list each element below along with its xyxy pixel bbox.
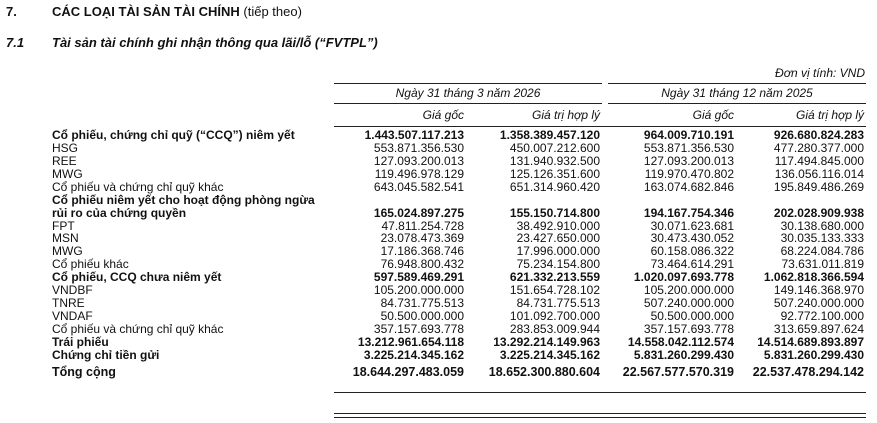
cell-fair-value-1: 151.654.728.102	[509, 283, 600, 298]
column-header-fair-value-1: Giá trị hợp lý	[532, 108, 600, 122]
cell-cost-1: 17.186.368.746	[380, 244, 464, 259]
row-label: MWG	[52, 244, 83, 259]
table-row	[52, 323, 864, 336]
cell-fair-value-2: 30.035.133.333	[780, 231, 864, 246]
unit-label: Đơn vị tính: VND	[775, 66, 865, 80]
row-label-line-2: rủi ro của chứng quyền	[52, 205, 187, 220]
row-label: Cổ phiếu, chứng chỉ quỹ (“CCQ”) niêm yết	[52, 128, 295, 142]
cell-fair-value-2: 926.680.824.283	[773, 128, 864, 142]
cell-cost-1: 3.225.214.345.162	[363, 347, 464, 362]
section-title-suffix: (tiếp theo)	[243, 4, 302, 19]
cell-fair-value-1: 621.332.213.559	[509, 270, 600, 285]
total-cost-2: 22.567.577.570.319	[622, 364, 734, 379]
row-label: Cổ phiếu và chứng chỉ quỹ khác	[52, 321, 224, 336]
cell-cost-2: 30.473.430.052	[650, 231, 734, 246]
table-row	[52, 181, 864, 194]
cell-fair-value-2: 5.831.260.299.430	[763, 347, 864, 362]
cell-cost-1: 76.948.800.432	[380, 257, 464, 272]
cell-fair-value-1: 125.126.351.600	[509, 166, 600, 181]
period-bottom-rule-2	[608, 103, 866, 104]
cell-cost-2: 119.970.470.802	[644, 166, 734, 181]
cell-fair-value-1: 101.092.700.000	[509, 308, 600, 323]
table-row	[52, 310, 864, 323]
row-label: Cổ phiếu và chứng chỉ quỹ khác	[52, 179, 224, 194]
total-fair-value-1: 18.652.300.880.604	[488, 364, 600, 379]
table-row	[52, 155, 864, 168]
total-top-rule	[334, 392, 866, 393]
cell-fair-value-1: 651.314.960.420	[509, 179, 600, 194]
cell-cost-1: 50.500.000.000	[380, 308, 464, 323]
column-header-fair-value-2: Giá trị hợp lý	[796, 108, 864, 122]
cell-fair-value-2: 136.056.116.014	[774, 166, 864, 181]
cell-cost-1: 13.212.961.654.118	[357, 334, 464, 349]
cell-fair-value-1: 23.427.650.000	[516, 231, 600, 246]
cell-cost-2: 163.074.682.846	[643, 179, 734, 194]
cell-cost-1: 105.200.000.000	[373, 283, 464, 298]
row-label: MSN	[52, 231, 79, 246]
table-row	[52, 142, 864, 155]
cell-cost-1: 553.871.356.530	[373, 140, 464, 155]
period-bottom-rule-1	[334, 103, 602, 104]
row-label: REE	[52, 153, 77, 168]
cell-fair-value-1: 38.492.910.000	[516, 218, 600, 233]
row-label: Cổ phiếu, CCQ chưa niêm yết	[52, 270, 222, 285]
cell-fair-value-2: 477.280.377.000	[773, 140, 864, 155]
cell-cost-2: 14.558.042.112.574	[627, 334, 734, 349]
period-header-2: Ngày 31 tháng 12 năm 2025	[661, 86, 813, 100]
cell-fair-value-1: 13.292.214.149.963	[493, 334, 600, 349]
section-title-text: CÁC LOẠI TÀI SẢN TÀI CHÍNH	[52, 4, 240, 19]
cell-cost-2: 507.240.000.000	[643, 295, 734, 310]
subsection-number: 7.1	[6, 35, 25, 50]
cell-cost-2: 73.464.614.291	[650, 257, 734, 272]
cell-fair-value-1: 450.007.212.600	[509, 140, 600, 155]
column-header-rule	[334, 126, 866, 127]
row-label	[52, 194, 334, 220]
cell-cost-1: 165.024.897.275	[373, 205, 464, 220]
period-top-rule-2	[608, 83, 866, 84]
period-header-1: Ngày 31 tháng 3 năm 2026	[395, 86, 541, 100]
total-cost-1: 18.644.297.483.059	[352, 364, 464, 379]
cell-cost-2: 553.871.356.530	[643, 140, 734, 155]
cell-fair-value-2: 73.631.011.819	[781, 257, 864, 272]
row-label: Trái phiếu	[52, 334, 109, 349]
row-label-line-1: Cổ phiếu niêm yết cho hoạt động phòng ngừa	[52, 192, 315, 207]
subsection-title: Tài sản tài chính ghi nhận thông qua lãi/lỗ (“FVTPL”)	[52, 35, 378, 50]
cell-cost-2: 357.157.693.778	[643, 321, 734, 336]
section-number: 7.	[6, 4, 17, 19]
cell-cost-1: 119.496.978.129	[374, 166, 464, 181]
cell-fair-value-1: 283.853.009.944	[509, 321, 600, 336]
cell-fair-value-1: 155.150.714.800	[509, 205, 600, 220]
table-row	[52, 336, 864, 349]
cell-cost-1: 643.045.582.541	[373, 179, 464, 194]
table-row	[52, 297, 864, 310]
cell-fair-value-1: 131.940.932.500	[509, 153, 600, 168]
row-label: VNDAF	[52, 308, 93, 323]
cell-cost-1: 357.157.693.778	[373, 321, 464, 336]
table-row	[52, 168, 864, 181]
cell-cost-2: 105.200.000.000	[643, 283, 734, 298]
section-title	[52, 4, 302, 19]
cell-cost-2: 60.158.086.322	[650, 244, 734, 259]
cell-cost-2: 5.831.260.299.430	[633, 347, 734, 362]
cell-fair-value-2: 117.494.845.000	[774, 153, 864, 168]
total-double-rule	[334, 413, 866, 418]
column-header-cost-1: Giá gốc	[422, 108, 464, 122]
cell-fair-value-1: 3.225.214.345.162	[499, 347, 600, 362]
cell-fair-value-2: 1.062.818.366.594	[763, 270, 864, 285]
row-label: HSG	[52, 140, 79, 155]
row-label: VNDBF	[52, 283, 93, 298]
cell-fair-value-2: 30.138.680.000	[780, 218, 864, 233]
cell-fair-value-2: 195.849.486.269	[773, 179, 864, 194]
cell-fair-value-2: 92.772.100.000	[780, 308, 864, 323]
cell-fair-value-2: 149.146.368.970	[773, 283, 864, 298]
cell-fair-value-1: 84.731.775.513	[516, 295, 600, 310]
row-label: TNRE	[52, 295, 85, 310]
cell-fair-value-2: 313.659.897.624	[773, 321, 864, 336]
cell-cost-1: 597.589.469.291	[373, 270, 464, 285]
cell-cost-2: 964.009.710.191	[643, 128, 734, 142]
cell-cost-2: 1.020.097.693.778	[633, 270, 734, 285]
cell-fair-value-2: 68.224.084.786	[780, 244, 864, 259]
table-row	[52, 194, 864, 220]
cell-cost-1: 47.811.254.728	[381, 218, 464, 233]
cell-cost-1: 84.731.775.513	[380, 295, 464, 310]
total-label: Tổng cộng	[52, 364, 116, 379]
cell-fair-value-2: 14.514.689.893.897	[757, 334, 864, 349]
cell-cost-1: 1.443.507.117.213	[364, 128, 464, 142]
total-fair-value-2: 22.537.478.294.142	[752, 364, 864, 379]
row-label: MWG	[52, 166, 83, 181]
table-row	[52, 129, 864, 142]
cell-cost-2: 127.093.200.013	[643, 153, 734, 168]
total-row	[52, 362, 864, 382]
period-top-rule-1	[334, 83, 602, 84]
cell-cost-1: 127.093.200.013	[373, 153, 464, 168]
row-label: Cổ phiếu khác	[52, 257, 129, 272]
fvtpl-table	[52, 129, 864, 382]
cell-fair-value-2: 507.240.000.000	[773, 295, 864, 310]
row-label: Chứng chỉ tiền gửi	[52, 347, 160, 362]
cell-fair-value-2: 202.028.909.938	[773, 205, 864, 220]
column-header-cost-2: Giá gốc	[692, 108, 734, 122]
row-label: FPT	[52, 218, 75, 233]
cell-fair-value-1: 1.358.389.457.120	[499, 128, 600, 142]
table-row	[52, 349, 864, 362]
cell-cost-2: 50.500.000.000	[650, 308, 734, 323]
cell-fair-value-1: 17.996.000.000	[516, 244, 600, 259]
cell-cost-2: 30.071.623.681	[650, 218, 734, 233]
cell-cost-1: 23.078.473.369	[380, 231, 464, 246]
cell-cost-2: 194.167.754.346	[643, 205, 734, 220]
cell-fair-value-1: 75.234.154.800	[516, 257, 600, 272]
